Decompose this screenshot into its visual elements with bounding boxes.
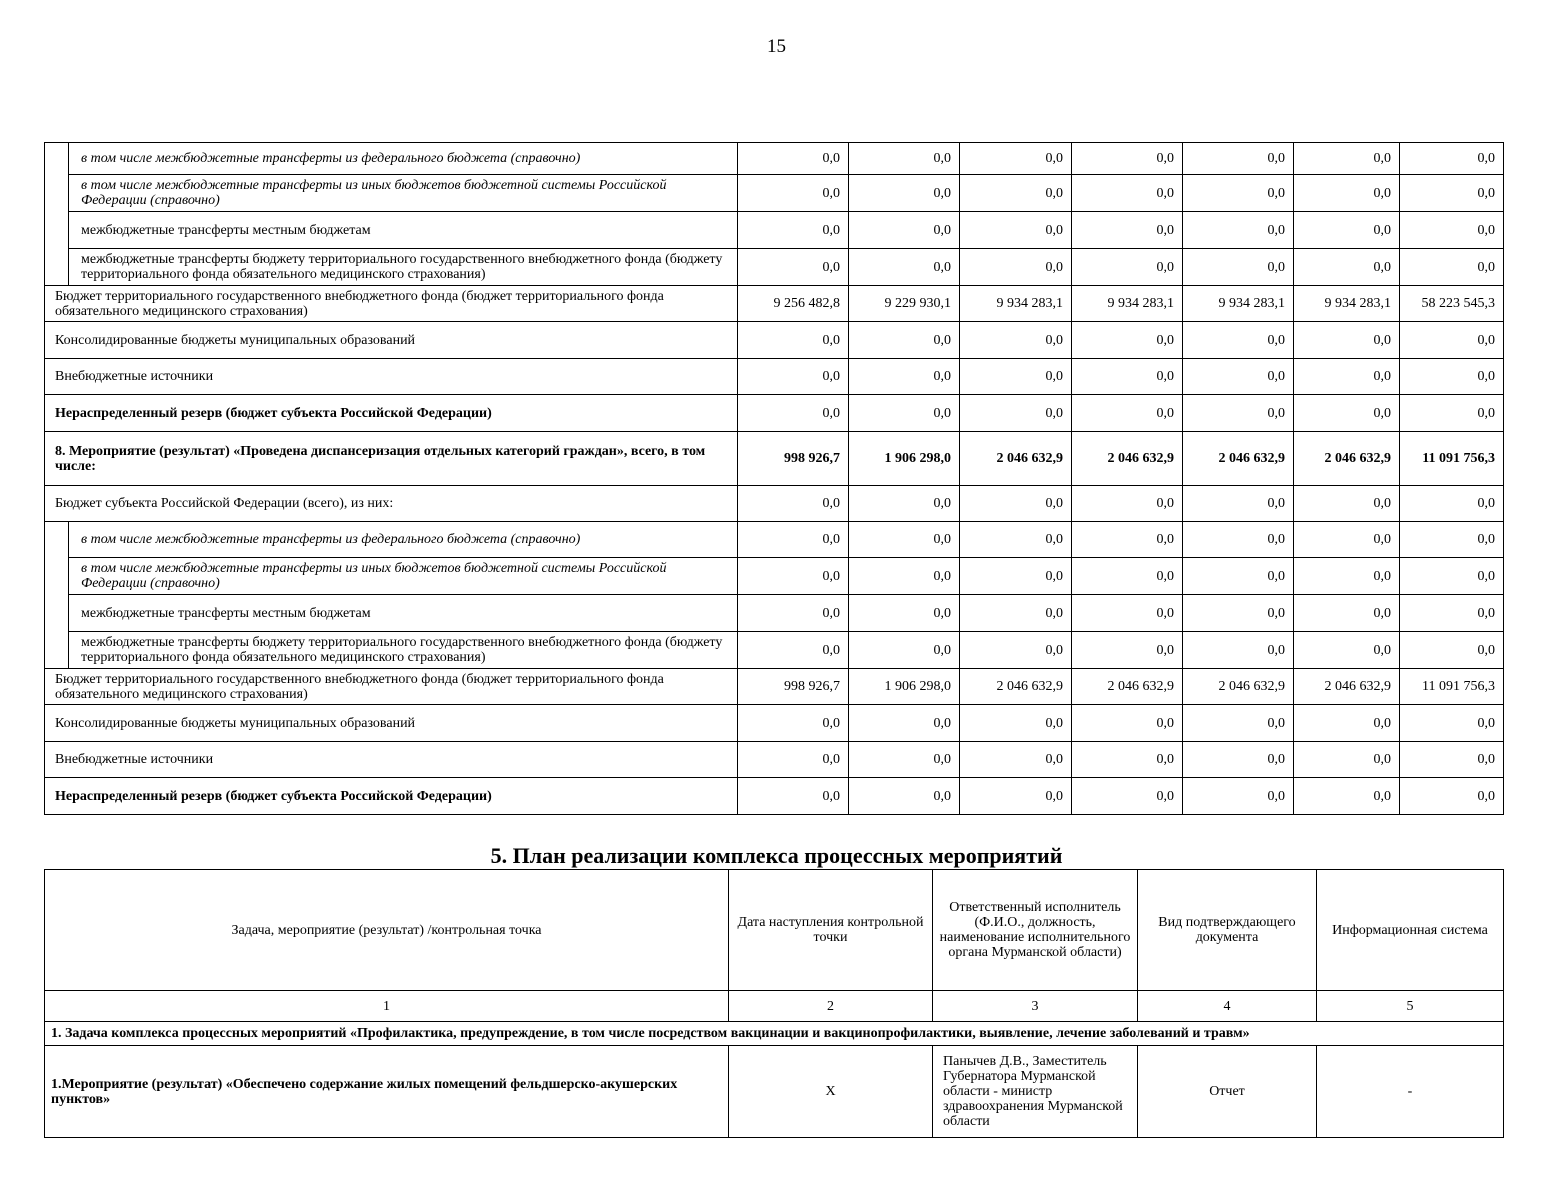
- value-cell: 0,0: [1183, 143, 1294, 175]
- finance-row: [45, 286, 1504, 322]
- value-cell: 0,0: [960, 395, 1072, 432]
- value-cell: 0,0: [738, 778, 849, 815]
- value-cell: 0,0: [1072, 522, 1183, 558]
- value-cell: 0,0: [1400, 143, 1504, 175]
- value-cell: 2 046 632,9: [1072, 432, 1183, 486]
- plan-column-numbers-row: [45, 991, 1504, 1022]
- value-cell: 0,0: [1294, 212, 1400, 249]
- row-label: Нераспределенный резерв (бюджет субъекта Российской Федерации): [45, 778, 738, 815]
- finance-row: [45, 249, 1504, 286]
- value-cell: 0,0: [738, 143, 849, 175]
- value-cell: 0,0: [738, 632, 849, 669]
- row-label: Внебюджетные источники: [45, 359, 738, 395]
- plan-task-row: [45, 1022, 1504, 1046]
- event-name: 1.Мероприятие (результат) «Обеспечено содержание жилых помещений фельдшерско-акушерских пунктов»: [45, 1046, 729, 1138]
- row-label: межбюджетные трансферты местным бюджетам: [69, 212, 738, 249]
- value-cell: 11 091 756,3: [1400, 669, 1504, 705]
- finance-row: [45, 705, 1504, 742]
- plan-header-row: [45, 870, 1504, 991]
- value-cell: 0,0: [1294, 175, 1400, 212]
- value-cell: 0,0: [849, 143, 960, 175]
- value-cell: 9 934 283,1: [960, 286, 1072, 322]
- finance-row: [45, 669, 1504, 705]
- header-task: Задача, мероприятие (результат) /контрольная точка: [45, 870, 729, 991]
- value-cell: 0,0: [960, 742, 1072, 778]
- value-cell: 0,0: [1400, 595, 1504, 632]
- value-cell: 0,0: [1072, 212, 1183, 249]
- value-cell: 0,0: [1400, 705, 1504, 742]
- value-cell: 0,0: [960, 212, 1072, 249]
- value-cell: 0,0: [849, 595, 960, 632]
- value-cell: 0,0: [1294, 486, 1400, 522]
- value-cell: 0,0: [849, 778, 960, 815]
- column-number: 5: [1317, 991, 1504, 1022]
- value-cell: 0,0: [849, 486, 960, 522]
- value-cell: 0,0: [1072, 558, 1183, 595]
- value-cell: 0,0: [1294, 522, 1400, 558]
- value-cell: 9 256 482,8: [738, 286, 849, 322]
- value-cell: 0,0: [1183, 486, 1294, 522]
- indent-cell: [45, 632, 69, 669]
- value-cell: 0,0: [960, 486, 1072, 522]
- indent-cell: [45, 175, 69, 212]
- value-cell: 0,0: [849, 522, 960, 558]
- finance-row: [45, 322, 1504, 359]
- value-cell: 0,0: [1072, 249, 1183, 286]
- value-cell: 0,0: [849, 322, 960, 359]
- value-cell: 0,0: [738, 175, 849, 212]
- value-cell: 9 934 283,1: [1294, 286, 1400, 322]
- value-cell: 0,0: [738, 322, 849, 359]
- column-number: 2: [729, 991, 933, 1022]
- value-cell: 998 926,7: [738, 669, 849, 705]
- value-cell: 9 934 283,1: [1183, 286, 1294, 322]
- value-cell: 0,0: [1294, 143, 1400, 175]
- indent-cell: [45, 522, 69, 558]
- value-cell: 0,0: [1400, 522, 1504, 558]
- value-cell: 0,0: [738, 595, 849, 632]
- value-cell: 0,0: [1183, 705, 1294, 742]
- finance-row: [45, 742, 1504, 778]
- event-date: Х: [729, 1046, 933, 1138]
- value-cell: 0,0: [1183, 742, 1294, 778]
- row-label: межбюджетные трансферты местным бюджетам: [69, 595, 738, 632]
- value-cell: 0,0: [738, 395, 849, 432]
- value-cell: 0,0: [849, 212, 960, 249]
- finance-row: [45, 395, 1504, 432]
- header-date: Дата наступления контрольной точки: [729, 870, 933, 991]
- finance-row: [45, 175, 1504, 212]
- value-cell: 0,0: [960, 705, 1072, 742]
- row-label: в том числе межбюджетные трансферты из федерального бюджета (справочно): [69, 143, 738, 175]
- value-cell: 0,0: [1183, 395, 1294, 432]
- value-cell: 0,0: [738, 249, 849, 286]
- value-cell: 0,0: [960, 175, 1072, 212]
- value-cell: 0,0: [849, 395, 960, 432]
- header-system: Информационная система: [1317, 870, 1504, 991]
- task-title: 1. Задача комплекса процессных мероприятий «Профилактика, предупреждение, в том числе посредством вакцинации и вакцинопрофилактики, выявление, лечение заболеваний и травм»: [45, 1022, 1504, 1046]
- value-cell: 0,0: [738, 705, 849, 742]
- value-cell: 0,0: [1294, 558, 1400, 595]
- column-number: 4: [1138, 991, 1317, 1022]
- finance-row: [45, 486, 1504, 522]
- row-label: Консолидированные бюджеты муниципальных образований: [45, 705, 738, 742]
- value-cell: 2 046 632,9: [960, 669, 1072, 705]
- row-label: в том числе межбюджетные трансферты из федерального бюджета (справочно): [69, 522, 738, 558]
- row-label: Бюджет территориального государственного внебюджетного фонда (бюджет территориального фонда обязательного медицинского страхования): [45, 669, 738, 705]
- value-cell: 0,0: [849, 705, 960, 742]
- value-cell: 0,0: [1294, 359, 1400, 395]
- financing-table: [44, 142, 1504, 815]
- value-cell: 0,0: [1294, 632, 1400, 669]
- value-cell: 998 926,7: [738, 432, 849, 486]
- value-cell: 0,0: [738, 522, 849, 558]
- value-cell: 0,0: [1072, 486, 1183, 522]
- value-cell: 0,0: [1072, 143, 1183, 175]
- value-cell: 0,0: [960, 249, 1072, 286]
- indent-cell: [45, 595, 69, 632]
- value-cell: 0,0: [1183, 522, 1294, 558]
- value-cell: 0,0: [849, 175, 960, 212]
- value-cell: 0,0: [849, 558, 960, 595]
- value-cell: 0,0: [1400, 632, 1504, 669]
- indent-cell: [45, 143, 69, 175]
- value-cell: 9 229 930,1: [849, 286, 960, 322]
- value-cell: 0,0: [1400, 249, 1504, 286]
- value-cell: 0,0: [1072, 742, 1183, 778]
- value-cell: 0,0: [1072, 778, 1183, 815]
- value-cell: 0,0: [1072, 175, 1183, 212]
- row-label: в том числе межбюджетные трансферты из иных бюджетов бюджетной системы Российской Федерации (справочно): [69, 558, 738, 595]
- header-document: Вид подтверждающего документа: [1138, 870, 1317, 991]
- value-cell: 0,0: [1294, 778, 1400, 815]
- value-cell: 0,0: [1294, 395, 1400, 432]
- value-cell: 0,0: [849, 632, 960, 669]
- value-cell: 0,0: [1294, 595, 1400, 632]
- value-cell: 0,0: [738, 742, 849, 778]
- value-cell: 0,0: [960, 322, 1072, 359]
- value-cell: 2 046 632,9: [1294, 432, 1400, 486]
- value-cell: 0,0: [960, 359, 1072, 395]
- value-cell: 1 906 298,0: [849, 432, 960, 486]
- row-label: в том числе межбюджетные трансферты из иных бюджетов бюджетной системы Российской Федерации (справочно): [69, 175, 738, 212]
- value-cell: 0,0: [849, 359, 960, 395]
- value-cell: 2 046 632,9: [960, 432, 1072, 486]
- value-cell: 0,0: [1183, 212, 1294, 249]
- value-cell: 11 091 756,3: [1400, 432, 1504, 486]
- indent-cell: [45, 249, 69, 286]
- value-cell: 0,0: [1183, 558, 1294, 595]
- value-cell: 0,0: [1183, 778, 1294, 815]
- value-cell: 2 046 632,9: [1183, 432, 1294, 486]
- plan-table: [44, 869, 1504, 1138]
- event-responsible: Панычев Д.В., Заместитель Губернатора Мурманской области - министр здравоохранения Мурманской области: [933, 1046, 1138, 1138]
- row-label: 8. Мероприятие (результат) «Проведена диспансеризация отдельных категорий граждан», всего, в том числе:: [45, 432, 738, 486]
- finance-row: [45, 558, 1504, 595]
- value-cell: 0,0: [1183, 359, 1294, 395]
- finance-row: [45, 522, 1504, 558]
- value-cell: 0,0: [1400, 322, 1504, 359]
- value-cell: 0,0: [849, 249, 960, 286]
- value-cell: 0,0: [1072, 359, 1183, 395]
- row-label: Бюджет территориального государственного внебюджетного фонда (бюджет территориального фонда обязательного медицинского страхования): [45, 286, 738, 322]
- row-label: Бюджет субъекта Российской Федерации (всего), из них:: [45, 486, 738, 522]
- value-cell: 0,0: [1294, 322, 1400, 359]
- value-cell: 0,0: [1072, 595, 1183, 632]
- finance-row: [45, 143, 1504, 175]
- value-cell: 0,0: [960, 143, 1072, 175]
- finance-row: [45, 432, 1504, 486]
- indent-cell: [45, 558, 69, 595]
- value-cell: 0,0: [1072, 322, 1183, 359]
- value-cell: 0,0: [1400, 175, 1504, 212]
- value-cell: 1 906 298,0: [849, 669, 960, 705]
- row-label: Консолидированные бюджеты муниципальных образований: [45, 322, 738, 359]
- value-cell: 0,0: [1183, 249, 1294, 286]
- finance-row: [45, 212, 1504, 249]
- value-cell: 9 934 283,1: [1072, 286, 1183, 322]
- value-cell: 0,0: [960, 778, 1072, 815]
- finance-row: [45, 778, 1504, 815]
- value-cell: 0,0: [1400, 778, 1504, 815]
- value-cell: 0,0: [1400, 395, 1504, 432]
- value-cell: 0,0: [738, 359, 849, 395]
- value-cell: 0,0: [1400, 212, 1504, 249]
- value-cell: 2 046 632,9: [1183, 669, 1294, 705]
- indent-cell: [45, 212, 69, 249]
- finance-row: [45, 595, 1504, 632]
- value-cell: 0,0: [1183, 322, 1294, 359]
- page-number: 15: [767, 36, 786, 57]
- value-cell: 0,0: [1072, 632, 1183, 669]
- value-cell: 0,0: [1400, 486, 1504, 522]
- value-cell: 0,0: [1072, 395, 1183, 432]
- row-label: Нераспределенный резерв (бюджет субъекта Российской Федерации): [45, 395, 738, 432]
- value-cell: 0,0: [960, 595, 1072, 632]
- column-number: 3: [933, 991, 1138, 1022]
- section-title: 5. План реализации комплекса процессных мероприятий: [490, 843, 1063, 868]
- value-cell: 0,0: [1400, 742, 1504, 778]
- value-cell: 2 046 632,9: [1072, 669, 1183, 705]
- value-cell: 0,0: [1183, 175, 1294, 212]
- value-cell: 0,0: [1294, 249, 1400, 286]
- value-cell: 0,0: [738, 486, 849, 522]
- value-cell: 0,0: [738, 558, 849, 595]
- value-cell: 58 223 545,3: [1400, 286, 1504, 322]
- value-cell: 0,0: [960, 522, 1072, 558]
- row-label: межбюджетные трансферты бюджету территориального государственного внебюджетного фонда (бюджету территориального фонда обязательного медицинского страхования): [69, 249, 738, 286]
- value-cell: 0,0: [960, 632, 1072, 669]
- value-cell: 0,0: [1072, 705, 1183, 742]
- column-number: 1: [45, 991, 729, 1022]
- event-system: -: [1317, 1046, 1504, 1138]
- value-cell: 2 046 632,9: [1294, 669, 1400, 705]
- event-document: Отчет: [1138, 1046, 1317, 1138]
- value-cell: 0,0: [738, 212, 849, 249]
- value-cell: 0,0: [1183, 632, 1294, 669]
- value-cell: 0,0: [960, 558, 1072, 595]
- value-cell: 0,0: [1294, 742, 1400, 778]
- value-cell: 0,0: [1400, 558, 1504, 595]
- finance-row: [45, 632, 1504, 669]
- value-cell: 0,0: [1400, 359, 1504, 395]
- row-label: Внебюджетные источники: [45, 742, 738, 778]
- value-cell: 0,0: [849, 742, 960, 778]
- header-responsible: Ответственный исполнитель (Ф.И.О., должность, наименование исполнительного органа Мурманской области): [933, 870, 1138, 991]
- value-cell: 0,0: [1183, 595, 1294, 632]
- finance-row: [45, 359, 1504, 395]
- plan-event-row: [45, 1046, 1504, 1138]
- value-cell: 0,0: [1294, 705, 1400, 742]
- row-label: межбюджетные трансферты бюджету территориального государственного внебюджетного фонда (бюджету территориального фонда обязательного медицинского страхования): [69, 632, 738, 669]
